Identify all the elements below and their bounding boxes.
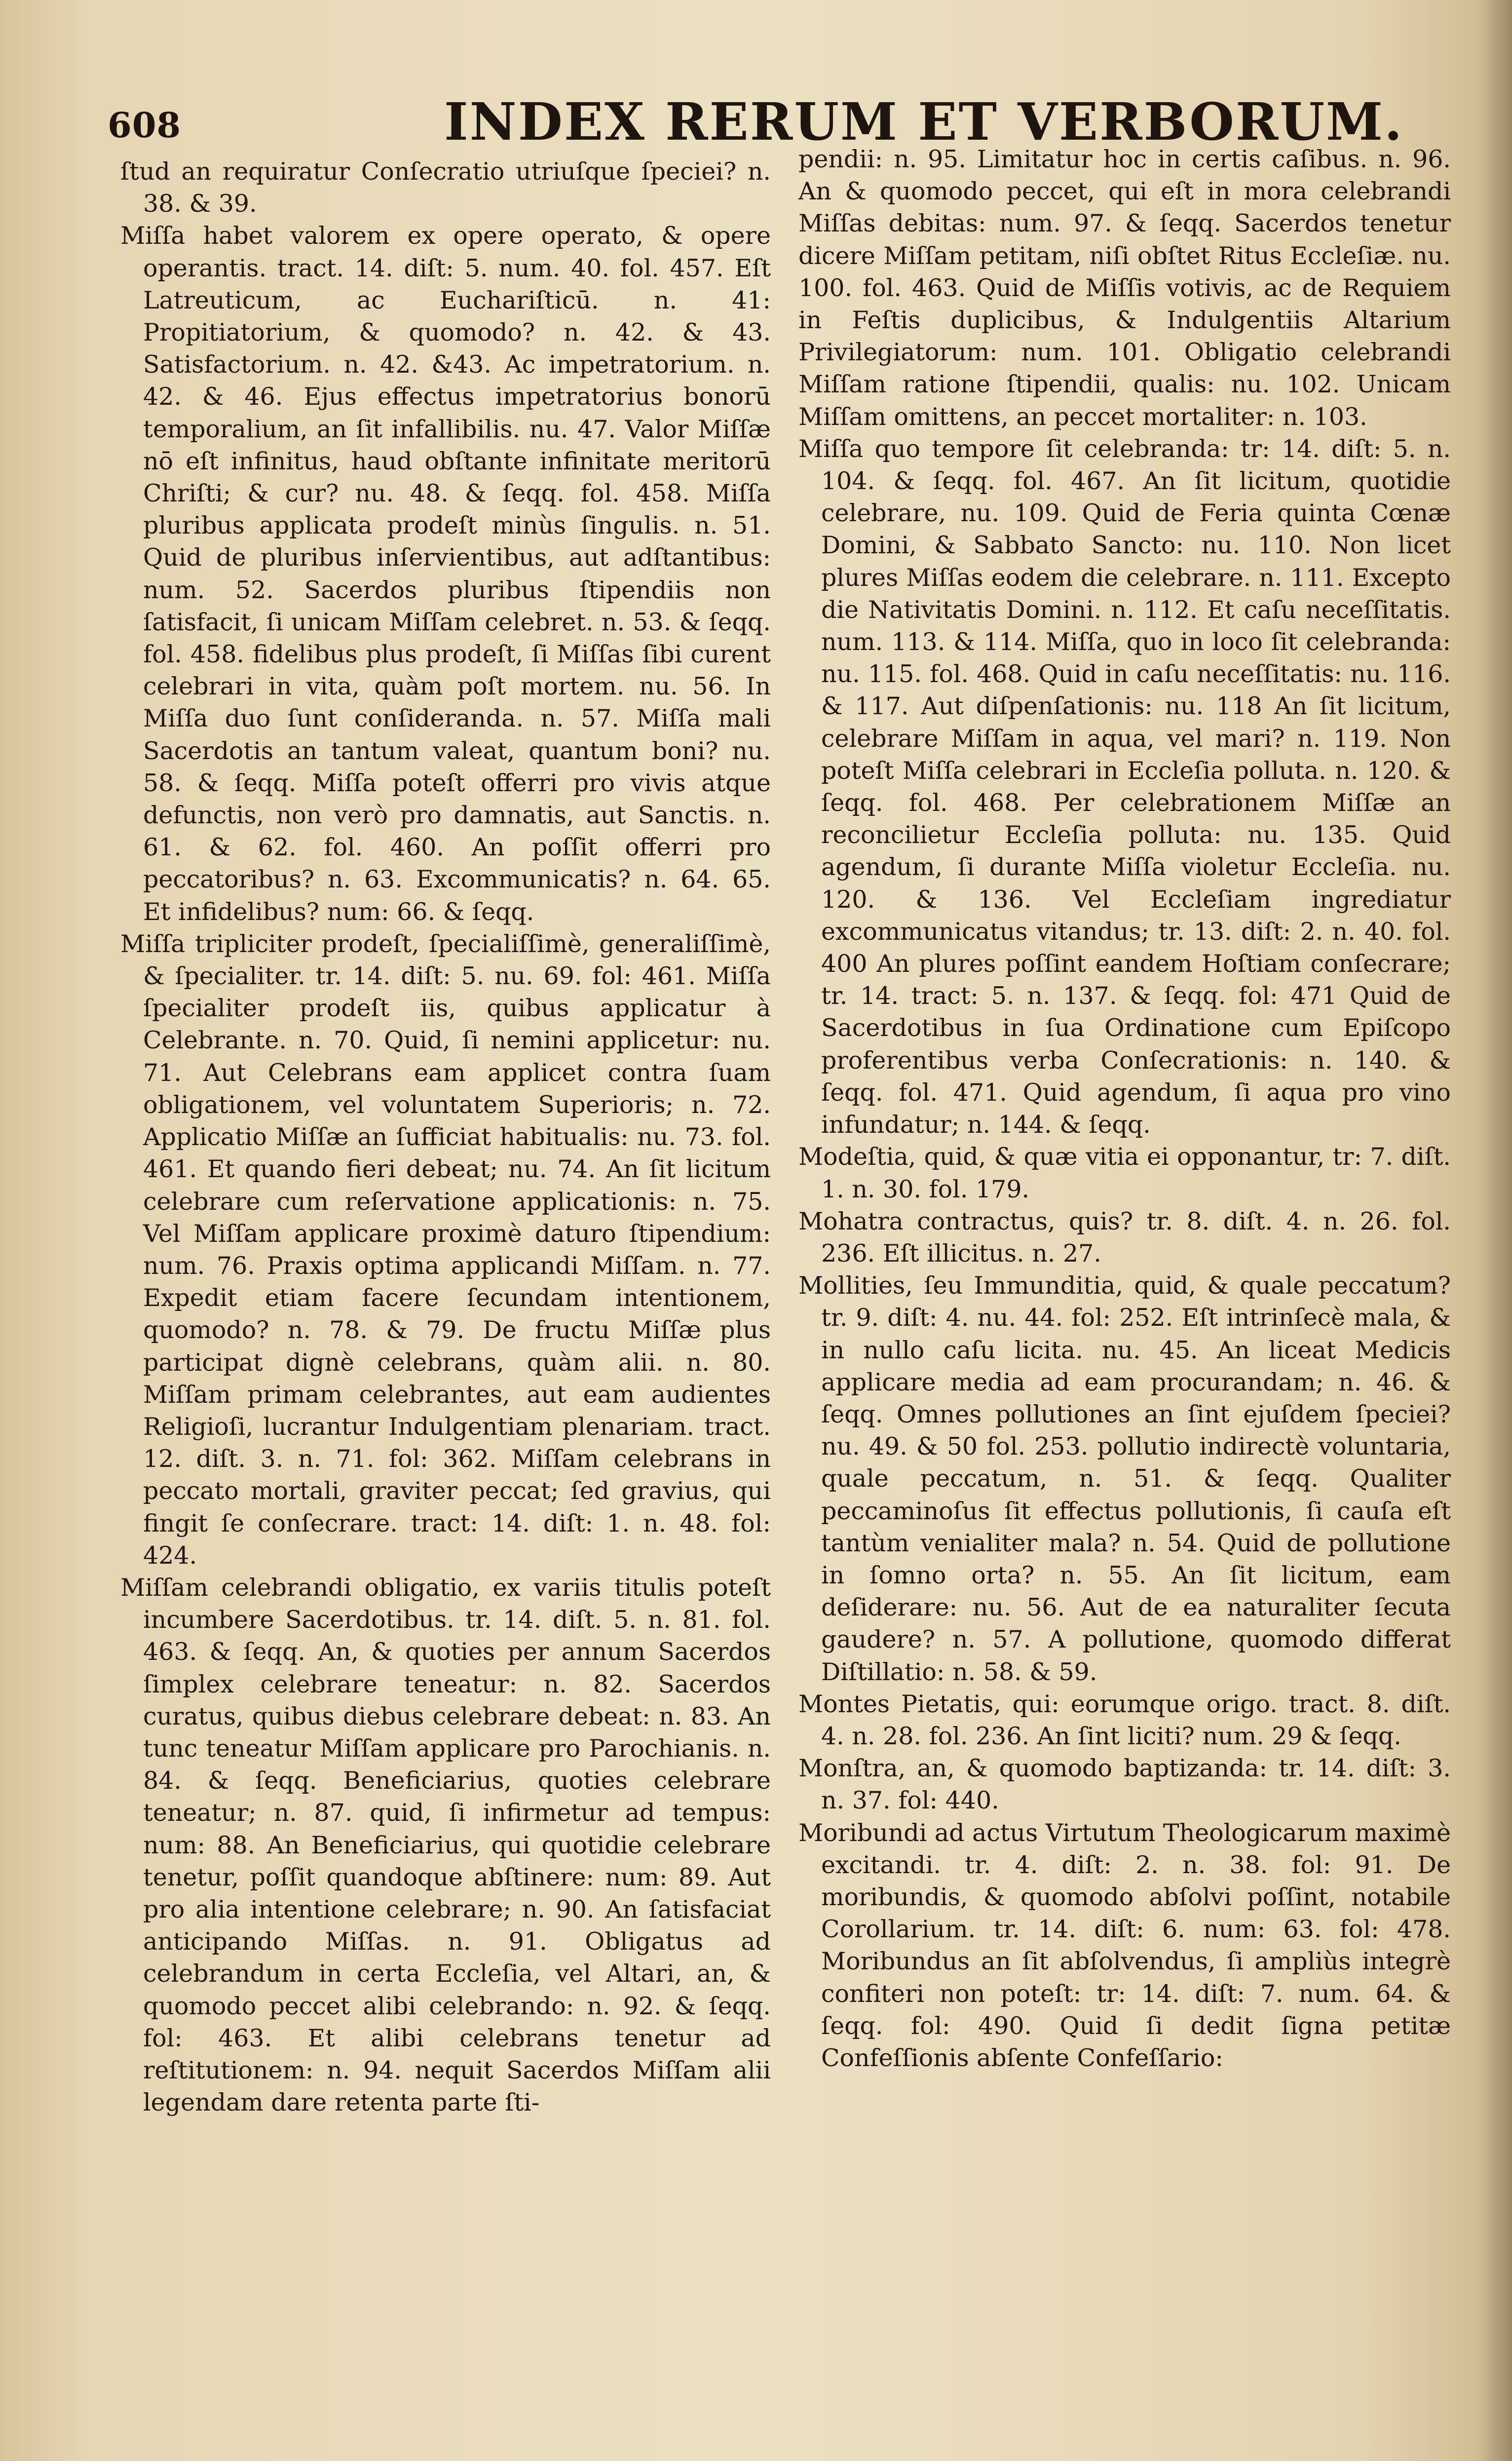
running-title: INDEX RERUM ET VERBORUM. xyxy=(444,91,1404,152)
index-entry-mollities: Mollities, ſeu Immunditia, quid, & quale peccatum? tr. 9. diſt: 4. nu. 44. fol: 252. Eſt intrinſecè mala, & in nullo caſu licita. nu. 45. An liceat Medicis applicare media ad eam procurandam; n. 46. & ſeqq. Omnes pollutiones an ſint ejuſdem ſpeciei? nu. 49. & 50 fol. 253. pollutio indirectè voluntaria, quale peccatum, n. 51. & ſeqq. Qualiter peccaminoſus ſit effectus pollutionis, ſi cauſa eſt tantùm venialiter mala? n. 54. Quid de pollutione in ſomno orta? n. 55. An ſit licitum, eam deſiderare: nu. 56. Aut de ea naturaliter ſecuta gaudere? n. 57. A pollutione, quomodo differat Diſtillatio: n. 58. & 59. xyxy=(798,1271,1451,1686)
page-number: 608 xyxy=(108,105,182,146)
index-entry-mohatra: Mohatra contractus, quis? tr. 8. diſt. 4. n. 26. fol. 236. Eſt illicitus. n. 27. xyxy=(798,1207,1451,1268)
index-entry-missa-habet-valorem: Miſſa habet valorem ex opere operato, & opere operantis. tract. 14. diſt: 5. num. 40. fol. 457. Eſt Latreuticum, ac Euchariſticū. n. 41: Propitiatorium, & quomodo? n. 42. & 43. Satisfactorium. n. 42. &43. Ac impetratorium. n. 42. & 46. Ejus effectus impetratorius bonorū temporalium, an ſit infallibilis. nu. 47. Valor Miſſæ nō eſt infinitus, haud obſtante infinitate meritorū Chriſti; & cur? nu. 48. & ſeqq. fol. 458. Miſſa pluribus applicata prodeſt minùs ſingulis. n. 51. Quid de pluribus inſervientibus, aut adſtantibus: num. 52. Sacerdos pluribus ſtipendiis non ſatisfacit, ſi unicam Miſſam celebret. n. 53. & ſeqq. fol. 458. fidelibus plus prodeſt, ſi Miſſas ſibi curent celebrari in vita, quàm poſt mortem. nu. 56. In Miſſa duo ſunt conſideranda. n. 57. Miſſa mali Sacerdotis an tantum valeat, quantum boni? nu. 58. & ſeqq. Miſſa poteſt offerri pro vivis atque defunctis, non verò pro damnatis, aut Sanctis. n. 61. & 62. fol. 460. An poſſit offerri pro peccatoribus? n. 63. Excommunicatis? n. 64. 65. Et infidelibus? num: 66. & ſeqq. xyxy=(120,222,771,926)
index-entry-monstra: Monſtra, an, & quomodo baptizanda: tr. 14. diſt: 3. n. 37. fol: 440. xyxy=(798,1754,1451,1815)
index-entry-missa-tripliciter: Miſſa tripliciter prodeſt, ſpecialiſſimè, generaliſſimè, & ſpecialiter. tr. 14. diſt: 5. nu. 69. fol: 461. Miſſa ſpecialiter prodeſt iis, quibus applicatur à Celebrante. n. 70. Quid, ſi nemini applicetur: nu. 71. Aut Celebrans eam applicet contra ſuam obligationem, vel voluntatem Superioris; n. 72. Applicatio Miſſæ an ſufficiat habitualis: nu. 73. fol. 461. Et quando fieri debeat; nu. 74. An ſit licitum celebrare cum reſervatione applicationis: n. 75. Vel Miſſam applicare proximè daturo ſtipendium: num. 76. Praxis optima applicandi Miſſam. n. 77. Expedit etiam facere ſecundam intentionem, quomodo? n. 78. & 79. De fructu Miſſæ plus participat dignè celebrans, quàm alii. n. 80. Miſſam primam celebrantes, aut eam audientes Religioſi, lucrantur Indulgentiam plenariam. tract. 12. diſt. 3. n. 71. fol: 362. Miſſam celebrans in peccato mortali, graviter peccat; ſed gravius, qui fingit ſe conſecrare. tract: 14. diſt: 1. n. 48. fol: 424. xyxy=(120,929,771,1570)
index-entry-continuation: pendii: n. 95. Limitatur hoc in certis caſibus. n. 96. An & quomodo peccet, qui eſt in mora celebrandi Miſſas debitas: num. 97. & ſeqq. Sacerdos tenetur dicere Miſſam petitam, niſi obſtet Ritus Eccleſiæ. nu. 100. fol. 463. Quid de Miſſis votivis, ac de Requiem in Feſtis duplicibus, & Indulgentiis Altarium Privilegiatorum: num. 101. Obligatio celebrandi Miſſam ratione ſtipendii, qualis: nu. 102. Unicam Miſſam omittens, an peccet mortaliter: n. 103. xyxy=(798,145,1451,431)
left-column xyxy=(120,155,771,2118)
index-entry-montes-pietatis: Montes Pietatis, qui: eorumque origo. tract. 8. diſt. 4. n. 28. fol. 236. An ſint liciti? num. 29 & ſeqq. xyxy=(798,1690,1451,1750)
index-entry-missa-quo-tempore: Miſſa quo tempore ſit celebranda: tr: 14. diſt: 5. n. 104. & ſeqq. fol. 467. An ſit licitum, quotidie celebrare, nu. 109. Quid de Feria quinta Cœnæ Domini, & Sabbato Sancto: nu. 110. Non licet plures Miſſas eodem die celebrare. n. 111. Excepto die Nativitatis Domini. n. 112. Et caſu neceſſitatis. num. 113. & 114. Miſſa, quo in loco ſit celebranda: nu. 115. fol. 468. Quid in caſu neceſſitatis: nu. 116. & 117. Aut diſpenſationis: nu. 118 An ſit licitum, celebrare Miſſam in aqua, vel mari? n. 119. Non poteſt Miſſa celebrari in Eccleſia polluta. n. 120. & ſeqq. fol. 468. Per celebrationem Miſſæ an reconcilietur Eccleſia polluta: nu. 135. Quid agendum, ſi durante Miſſa violetur Eccleſia. nu. 120. & 136. Vel Eccleſiam ingrediatur excommunicatus vitandus; tr. 13. diſt: 2. n. 40. fol. 400 An plures poſſint eandem Hoſtiam conſecrare; tr. 14. tract: 5. n. 137. & ſeqq. fol: 471 Quid de Sacerdotibus in ſua Ordinatione cum Epiſcopo proferentibus verba Conſecrationis: n. 140. & ſeqq. fol. 471. Quid agendum, ſi aqua pro vino infundatur; n. 144. & ſeqq. xyxy=(798,434,1451,1139)
index-entry-moribundi: Moribundi ad actus Virtutum Theologicarum maximè excitandi. tr. 4. diſt: 2. n. 38. fol: 91. De moribundis, & quomodo abſolvi poſſint, notabile Corollarium. tr. 14. diſt: 6. num: 63. fol: 478. Moribundus an ſit abſolvendus, ſi ampliùs integrè confiteri non poteſt: tr: 14. diſt: 7. num. 64. & ſeqq. fol: 490. Quid ſi dedit ſigna petitæ Confeſſionis abſente Confeſſario: xyxy=(798,1818,1451,2072)
right-column xyxy=(798,143,1451,2074)
index-entry-stud: ſtud an requiratur Conſecratio utriuſque ſpeciei? n. 38. & 39. xyxy=(120,157,771,218)
index-entry-modestia: Modeſtia, quid, & quæ vitia ei opponantur, tr: 7. diſt. 1. n. 30. fol. 179. xyxy=(798,1143,1451,1203)
index-entry-missam-celebrandi-obligatio: Miſſam celebrandi obligatio, ex variis titulis poteſt incumbere Sacerdotibus. tr. 14. diſt. 5. n. 81. fol. 463. & ſeqq. An, & quoties per annum Sacerdos ſimplex celebrare teneatur: n. 82. Sacerdos curatus, quibus diebus celebrare debeat: n. 83. An tunc teneatur Miſſam applicare pro Parochianis. n. 84. & ſeqq. Beneficiarius, quoties celebrare teneatur; n. 87. quid, ſi infirmetur ad tempus: num: 88. An Beneficiarius, qui quotidie celebrare tenetur, poſſit quandoque abſtinere: num: 89. Aut pro alia intentione celebrare; n. 90. An ſatisfaciat anticipando Miſſas. n. 91. Obligatus ad celebrandum in certa Eccleſia, vel Altari, an, & quomodo peccet alibi celebrando: n. 92. & ſeqq. fol: 463. Et alibi celebrans tenetur ad reſtitutionem: n. 94. nequit Sacerdos Miſſam alii legendam dare retenta parte ſti- xyxy=(120,1573,771,2117)
